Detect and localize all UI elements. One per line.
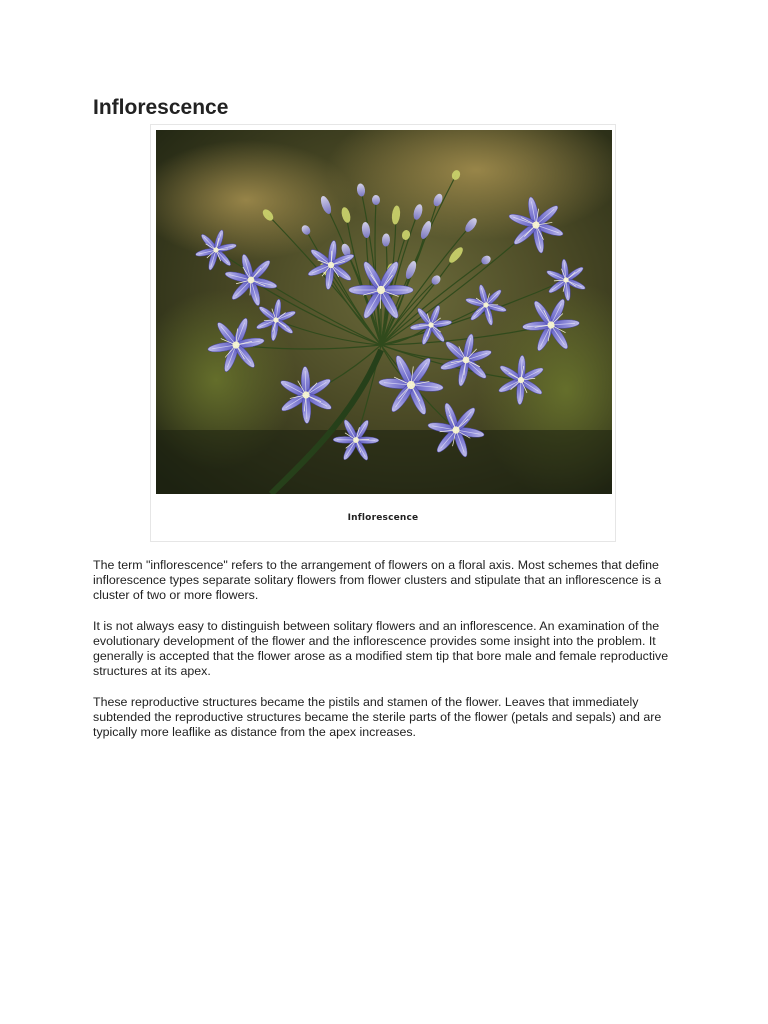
paragraph: The term "inflorescence" refers to the arrangement of flowers on a floral axis. Most schemes that define inflorescence types separate solitary flowers from flower clusters and stipulate that an inflorescence is a cluster of two or more flowers. (93, 558, 662, 603)
paragraph: These reproductive structures became the pistils and stamen of the flower. Leaves that immediately subtended the reproductive structures became the sterile parts of the flower (petals and sepals) and are typically more leaflike as distance from the apex increases. (93, 694, 662, 740)
page-title: Inflorescence (93, 96, 229, 119)
figure-caption: Inflorescence (347, 513, 419, 523)
flower-photo (156, 130, 612, 494)
figure (150, 124, 616, 542)
article-body (93, 558, 673, 756)
paragraph: It is not always easy to distinguish between solitary flowers and an inflorescence. An examination of the evolutionary development of the flower and the inflorescence provides some insight into the problem. It generally is accepted that the flower arose as a modified stem tip that bore male and female reproductive structures at its apex. (93, 618, 669, 679)
